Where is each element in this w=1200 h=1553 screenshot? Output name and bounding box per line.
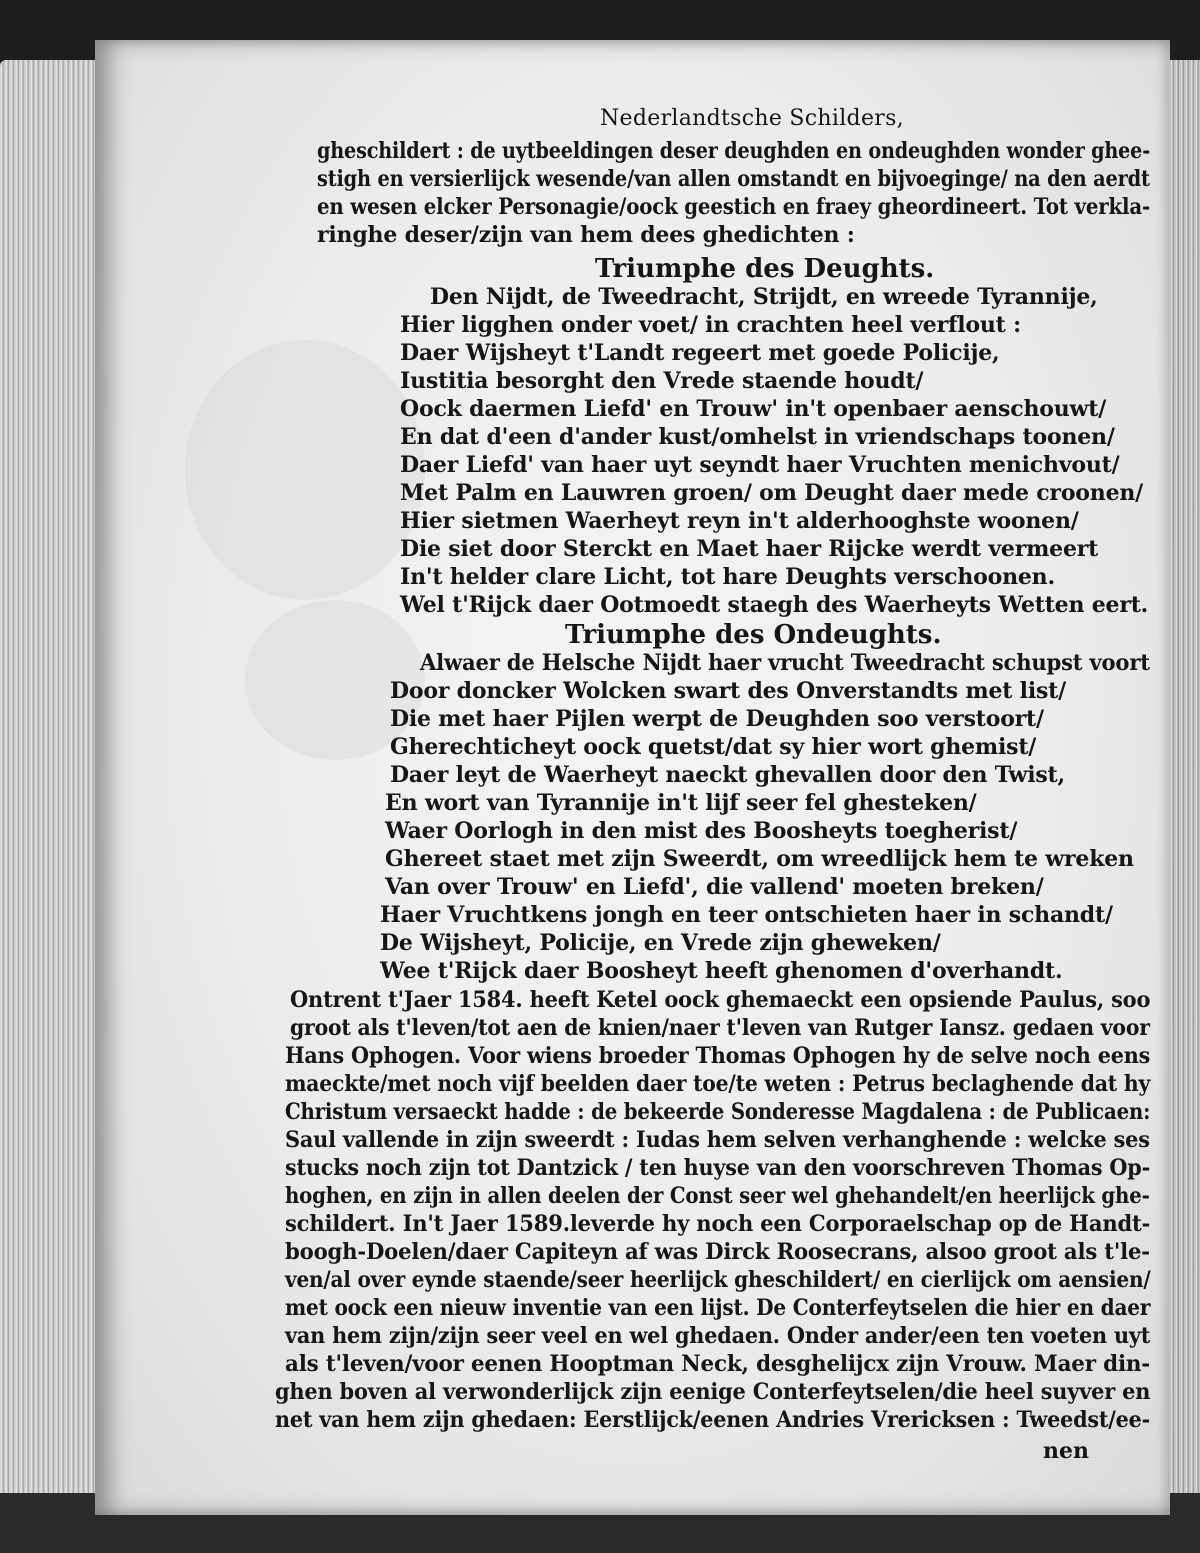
book-page [95,40,1170,1515]
water-stain [185,340,425,600]
verse-line: Hier sietmen Waerheyt reyn in't alderhooghste woonen/ [400,508,1079,534]
text-line: van hem zijn/zijn seer veel en wel ghedaen. Onder ander/een ten voeten uyt [285,1323,1151,1349]
verse-line: Daer Liefd' van haer uyt seyndt haer Vruchten menichvout/ [400,452,1120,478]
verse-line: In't helder clare Licht, tot hare Deughts verschoonen. [400,564,1055,590]
text-line: als t'leven/voor eenen Hooptman Neck, desghelijcx zijn Vrouw. Maer din- [285,1351,1151,1377]
verse-line: Haer Vruchtkens jongh en teer ontschieten haer in schandt/ [380,902,1113,928]
verse-line: Daer leyt de Waerheyt naeckt ghevallen door den Twist, [390,762,1065,788]
verse-line: Van over Trouw' en Liefd', die vallend' moeten breken/ [385,874,1044,900]
verse-line: Iustitia besorght den Vrede staende houdt/ [400,368,924,394]
text-line: ringhe deser/zijn van hem dees ghedichten : [317,222,855,248]
verse-line: Den Nijdt, de Tweedracht, Strijdt, en wreede Tyrannije, [430,284,1098,310]
verse-line: En wort van Tyrannije in't lijf seer fel ghesteken/ [385,790,977,816]
verse-line: Wel t'Rijck daer Ootmoedt staegh des Waerheyts Wetten eert. [400,592,1149,618]
text-line: Saul vallende in zijn sweerdt : Iudas hem selven verhanghende : welcke ses [285,1127,1150,1153]
verse-line: Die met haer Pijlen werpt de Deughden soo verstoort/ [390,706,1044,732]
text-line: stucks noch zijn tot Dantzick / ten huyse van den voorschreven Thomas Op- [285,1155,1151,1181]
verse-line: Door doncker Wolcken swart des Onverstandts met list/ [390,678,1066,704]
text-line: met oock een nieuw inventie van een lijst. De Conterfeytselen die hier en daer [285,1295,1151,1321]
verse-line: De Wijsheyt, Policije, en Vrede zijn gheweken/ [380,930,941,956]
verse-line: En dat d'een d'ander kust/omhelst in vriendschaps toonen/ [400,424,1115,450]
text-line: net van hem zijn ghedaen: Eerstlijck/eenen Andries Vrericksen : Tweedst/ee- [275,1407,1151,1433]
text-line: stigh en versierlijck wesende/van allen omstandt en bijvoeginge/ na den aerdt [317,166,1150,192]
text-line: Christum versaeckt hadde : de bekeerde Sonderesse Magdalena : de Publicaen: [285,1099,1151,1125]
text-line: ven/al over eynde staende/seer heerlijck gheschildert/ en cierlijck om aensien/ [285,1267,1151,1293]
verse-line: Waer Oorlogh in den mist des Boosheyts toegherist/ [385,818,1018,844]
verse-line: Ghereet staet met zijn Sweerdt, om wreedlijck hem te wreken [385,846,1134,872]
running-head: Nederlandtsche Schilders, [600,106,904,131]
text-line: Ontrent t'Jaer 1584. heeft Ketel oock ghemaeckt een opsiende Paulus, soo [290,987,1151,1013]
text-line: maeckte/met noch vijf beelden daer toe/te weten : Petrus beclaghende dat hy [285,1071,1151,1097]
verse-line: Hier ligghen onder voet/ in crachten heel verflout : [400,312,1021,338]
verse-line: Wee t'Rijck daer Boosheyt heeft ghenomen d'overhandt. [380,958,1063,984]
verse-line: Die siet door Sterckt en Maet haer Rijcke werdt vermeert [400,536,1099,562]
poem-heading-vice: Triumphe des Ondeughts. [565,620,942,650]
book-page-edges-left [0,60,100,1550]
verse-line: Alwaer de Helsche Nijdt haer vrucht Tweedracht schupst voort [420,650,1150,676]
text-line: en wesen elcker Personagie/oock geestich en fraey gheordineert. Tot verkla- [317,194,1151,220]
text-line: schildert. In't Jaer 1589.leverde hy noch een Corporaelschap op de Handt- [285,1211,1151,1237]
verse-line: Daer Wijsheyt t'Landt regeert met goede Policije, [400,340,1000,366]
text-line: groot als t'leven/tot aen de knien/naer t'leven van Rutger Iansz. gedaen voor [290,1015,1150,1041]
verse-line: Met Palm en Lauwren groen/ om Deught daer mede croonen/ [400,480,1143,506]
text-line: Hans Ophogen. Voor wiens broeder Thomas Ophogen hy de selve noch eens [285,1043,1151,1069]
text-line: ghen boven al verwonderlijck zijn eenige Conterfeytselen/die heel suyver en [275,1379,1151,1405]
verse-line: Gherechticheyt oock quetst/dat sy hier wort ghemist/ [390,734,1037,760]
catchword: nen [1043,1438,1089,1464]
text-line: boogh-Doelen/daer Capiteyn af was Dirck Roosecrans, alsoo groot als t'le- [285,1239,1150,1265]
text-line: gheschildert : de uytbeeldingen deser deughden en ondeughden wonder ghee- [317,138,1151,164]
text-line: hoghen, en zijn in allen deelen der Const seer wel ghehandelt/en heerlijck ghe- [285,1183,1150,1209]
poem-heading-virtue: Triumphe des Deughts. [595,254,935,284]
verse-line: Oock daermen Liefd' en Trouw' in't openbaer aenschouwt/ [400,396,1107,422]
